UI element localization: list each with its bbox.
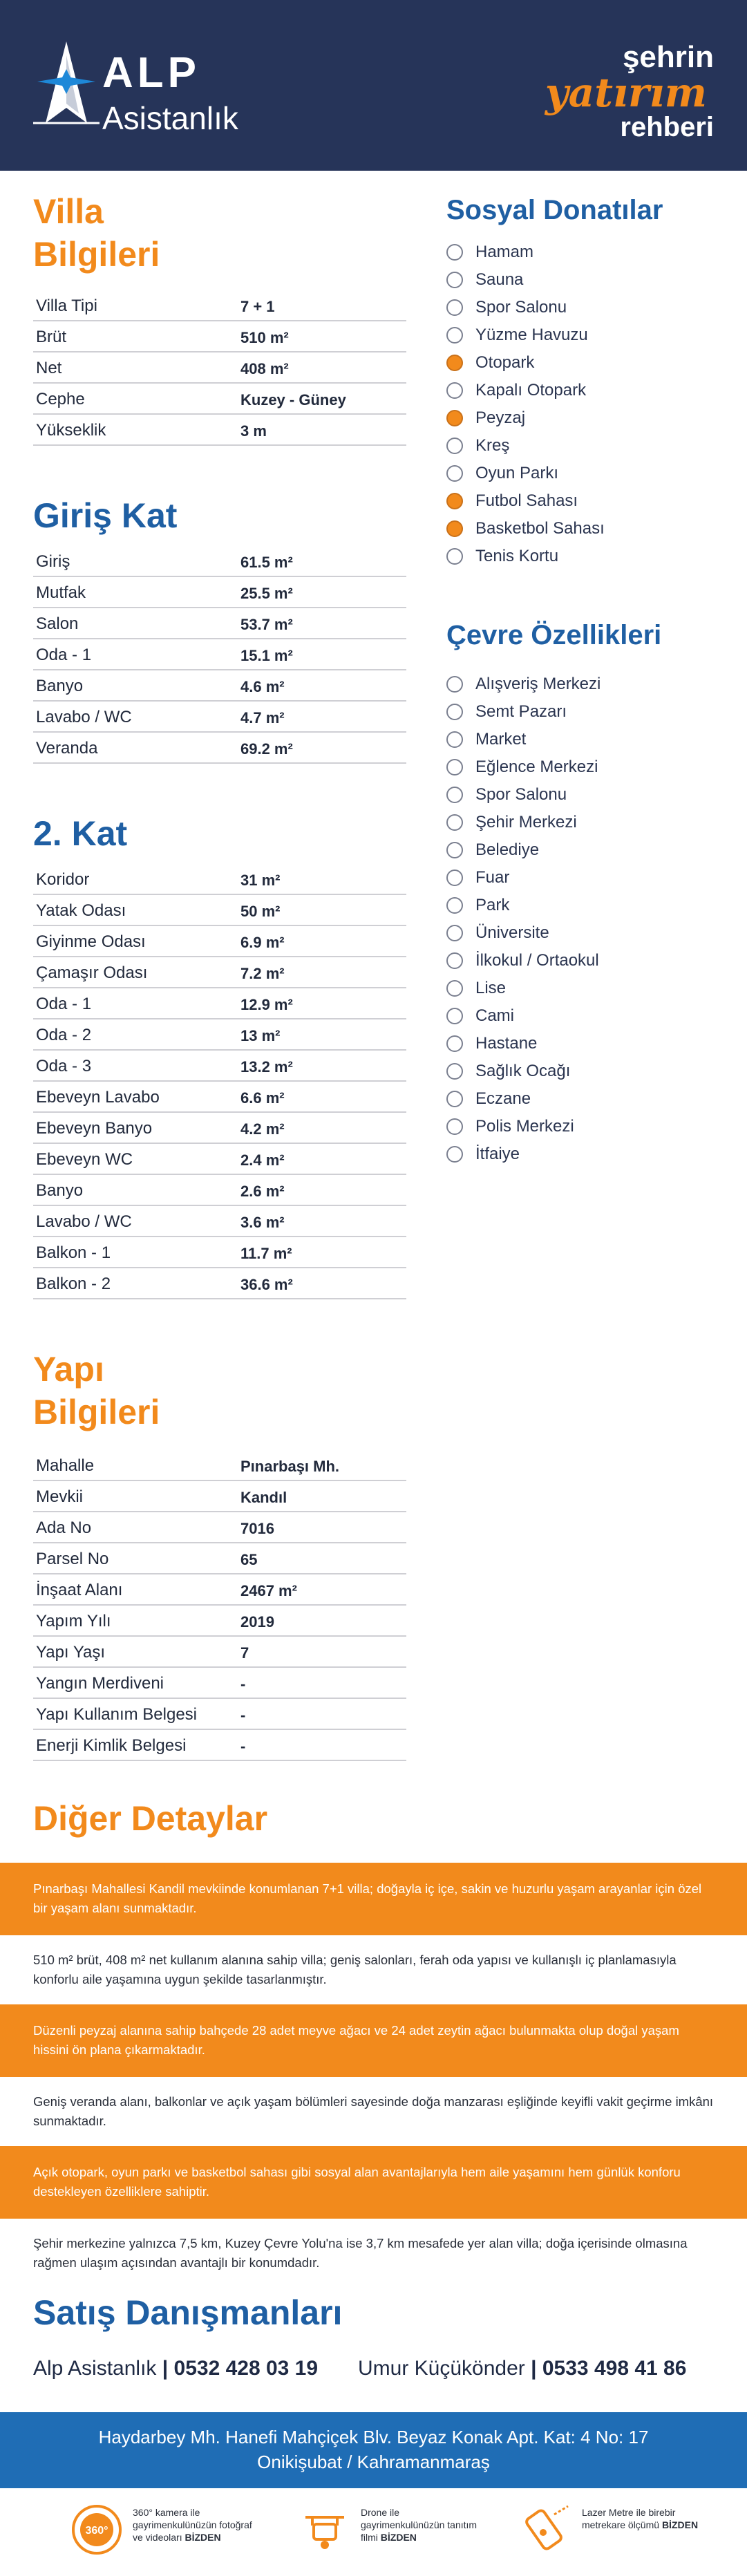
list-item-label: Market [475,730,527,749]
row-label: İnşaat Alanı [36,1581,123,1599]
yapi-title [33,1348,160,1433]
list-item [446,238,723,266]
list-item-label: Lise [475,979,507,997]
empty-circle-icon [446,952,463,969]
list-item-label: Oyun Parkı [475,464,559,482]
table-row [33,384,406,415]
consultant-2-phone[interactable]: 0533 498 41 86 [542,2357,687,2380]
row-label: Enerji Kimlik Belgesi [36,1736,187,1755]
table-row [33,1668,406,1699]
camera-360-label: 360° [85,2525,108,2537]
villa-title [33,190,160,276]
row-label: Ebeveyn Banyo [36,1119,153,1138]
feature-drone-desc: Drone ile gayrimenkulünüzün tanıtım filmi [361,2507,477,2543]
row-label: Brüt [36,328,67,346]
row-label: Parsel No [36,1550,109,1568]
row-value: 53.7 m² [240,616,293,633]
row-value: 31 m² [240,872,281,889]
row-value: 3.6 m² [240,1214,285,1231]
empty-circle-icon [446,1118,463,1135]
row-label: Banyo [36,677,84,695]
list-item-label: İtfaiye [475,1145,520,1163]
empty-circle-icon [446,842,463,858]
row-value: - [240,1675,246,1693]
row-value: 2019 [240,1613,274,1630]
row-label: Yapım Yılı [36,1612,111,1630]
list-item [446,947,723,975]
list-item [446,809,723,836]
table-row [33,1450,406,1481]
row-value: 25.5 m² [240,585,293,602]
table-row [33,1606,406,1637]
consultant-1-name: Alp Asistanlık [33,2357,157,2380]
consultant-2-name: Umur Küçükönder [358,2357,525,2380]
row-label: Lavabo / WC [36,1212,132,1231]
list-item [446,698,723,726]
feature-360-text [133,2506,257,2544]
detail-text-6: Şehir merkezine yalnızca 7,5 km, Kuzey Çevre Yolu'na ise 3,7 km mesafede yer alan villa; doğa içerisinde olmasına rağmen ulaşım açısından avantajlı bir konumdadır. [33,2236,688,2270]
table-row [33,670,406,702]
empty-circle-icon [446,925,463,941]
table-row [33,957,406,988]
empty-circle-icon [446,731,463,748]
slogan-top: şehrin [622,40,714,74]
row-value: 13 m² [240,1027,281,1044]
table-row [33,290,406,321]
table-row [33,577,406,608]
row-label: Mutfak [36,583,86,602]
list-item-label: Üniversite [475,923,549,942]
table-row [33,864,406,895]
table-row [33,702,406,733]
list-item [446,487,723,515]
list-item [446,919,723,947]
row-label: Ebeveyn Lavabo [36,1088,160,1107]
empty-circle-icon [446,787,463,803]
row-value: 36.6 m² [240,1276,293,1293]
table-row [33,1268,406,1299]
villa-table [33,290,406,446]
list-item-label: Kreş [475,436,510,455]
empty-circle-icon [446,548,463,565]
list-item-label: Kapalı Otopark [475,381,587,399]
row-value: 11.7 m² [240,1245,292,1262]
yapi-title-line1: Yapı [33,1350,104,1389]
row-value: 4.6 m² [240,678,285,695]
list-item-label: Hastane [475,1034,538,1053]
table-row [33,895,406,926]
detail-band-3 [0,2004,747,2077]
detail-band-2 [0,1935,747,2004]
row-value: 13.2 m² [240,1058,293,1075]
row-label: Banyo [36,1181,84,1200]
row-label: Mahalle [36,1456,95,1475]
alp-logo[interactable] [33,41,261,138]
feature-drone-bold: BİZDEN [380,2532,417,2543]
table-row [33,415,406,446]
list-item [446,781,723,809]
empty-circle-icon [446,1091,463,1107]
row-value: 61.5 m² [240,554,293,571]
empty-circle-icon [446,1063,463,1080]
row-label: Salon [36,614,79,633]
list-item-label: Hamam [475,243,534,261]
laser-meter-icon [518,2502,574,2557]
row-value: 65 [240,1551,258,1568]
row-label: Cephe [36,390,85,408]
row-value: Kandıl [240,1489,287,1506]
empty-circle-icon [446,299,463,316]
table-row [33,988,406,1019]
list-item [446,864,723,892]
row-label: Oda - 2 [36,1026,92,1044]
detail-band-4 [0,2077,747,2146]
kat2-title: 2. Kat [33,814,128,853]
row-value: Pınarbaşı Mh. [240,1458,340,1475]
separator: | [162,2357,169,2380]
separator: | [531,2357,537,2380]
satis-title: Satış Danışmanları [33,2293,343,2332]
compass-star-icon [33,41,100,131]
table-row [33,321,406,352]
header [0,0,747,171]
row-label: Ebeveyn WC [36,1150,133,1169]
row-label: Giriş [36,552,70,571]
camera-360-icon [69,2502,124,2557]
consultant-1-phone[interactable]: 0532 428 03 19 [173,2357,319,2380]
detail-text-1: Pınarbaşı Mahallesi Kandil mevkiinde konumlanan 7+1 villa; doğayla iç içe, sakin ve huzurlu yaşam arayanlar için özel bir yaşam alanı sunmaktadır. [33,1881,702,1915]
list-item-label: Park [475,896,510,914]
list-item [446,670,723,698]
list-item-label: Fuar [475,868,510,887]
empty-circle-icon [446,1146,463,1163]
slogan-bottom: rehberi [620,112,714,142]
slogan-mid: yatırım [545,69,707,116]
table-row [33,926,406,957]
list-item [446,726,723,753]
list-item [446,836,723,864]
list-item-label: Futbol Sahası [475,491,578,510]
list-item [446,321,723,349]
row-value: 7 + 1 [240,298,275,315]
list-item [446,1057,723,1085]
table-row [33,1175,406,1206]
row-value: 12.9 m² [240,996,293,1013]
diger-title: Diğer Detaylar [33,1799,268,1838]
list-item [446,1140,723,1168]
list-item-label: Alışveriş Merkezi [475,675,601,693]
empty-circle-icon [446,759,463,775]
row-value: 15.1 m² [240,647,293,664]
list-item [446,1002,723,1030]
row-value: 2.6 m² [240,1183,285,1200]
table-row [33,546,406,577]
empty-circle-icon [446,244,463,261]
empty-circle-icon [446,438,463,454]
checked-circle-icon [446,355,463,371]
row-label: Giyinme Odası [36,932,146,951]
row-value: - [240,1707,246,1724]
cevre-list [446,670,723,1168]
row-label: Yapı Kullanım Belgesi [36,1705,198,1724]
brand-main: ALP [102,49,200,97]
address-line-1: Haydarbey Mh. Hanefi Mahçiçek Blv. Beyaz Konak Apt. Kat: 4 No: 17 [98,2427,649,2447]
empty-circle-icon [446,382,463,399]
row-value: 50 m² [240,903,281,920]
list-item [446,349,723,377]
row-value: 69.2 m² [240,740,293,758]
table-row [33,1206,406,1237]
row-value: 7 [240,1644,249,1662]
drone-icon [297,2502,352,2557]
list-item-label: Eczane [475,1089,531,1108]
villa-title-line1: Villa [33,192,104,231]
feature-drone-text [361,2506,485,2544]
checked-circle-icon [446,410,463,426]
table-row [33,1144,406,1175]
row-value: 510 m² [240,329,289,346]
footer [0,2488,747,2576]
list-item-label: Eğlence Merkezi [475,758,598,776]
giris-table [33,546,406,764]
list-item [446,460,723,487]
empty-circle-icon [446,272,463,288]
sosyal-list [446,238,723,570]
feature-laser-desc: Lazer Metre ile birebir metrekare ölçümü [582,2507,676,2530]
yapi-title-line2: Bilgileri [33,1393,160,1431]
giris-title: Giriş Kat [33,496,178,535]
list-item-label: Otopark [475,353,535,372]
row-value: 3 m [240,422,267,440]
table-row [33,1543,406,1574]
row-label: Koridor [36,870,90,889]
sosyal-title: Sosyal Donatılar [446,195,663,225]
list-item [446,1085,723,1113]
list-item [446,1113,723,1140]
table-row [33,352,406,384]
yapi-table [33,1450,406,1761]
table-row [33,1019,406,1051]
row-value: 2.4 m² [240,1151,285,1169]
empty-circle-icon [446,814,463,831]
row-label: Mevkii [36,1487,84,1506]
row-label: Balkon - 1 [36,1243,111,1262]
list-item-label: Peyzaj [475,408,526,427]
feature-360-desc: 360° kamera ile gayrimenkulünüzün fotoğraf ve videoları [133,2507,252,2543]
row-value: 7.2 m² [240,965,285,982]
list-item [446,432,723,460]
row-label: Veranda [36,739,98,758]
table-row [33,1699,406,1730]
list-item-label: Semt Pazarı [475,702,567,721]
row-label: Yükseklik [36,421,106,440]
row-value: 2467 m² [240,1582,297,1599]
table-row [33,1637,406,1668]
address-bar [0,2412,747,2488]
row-value: - [240,1738,246,1755]
detail-text-2: 510 m² brüt, 408 m² net kullanım alanına sahip villa; geniş salonları, ferah oda yapısı ve kullanışlı iç planlamasıyla konforlu aile yaşamına uygun şekilde tasarlanmıştır. [33,1953,677,1986]
detail-band-1 [0,1863,747,1935]
list-item [446,266,723,294]
list-item [446,404,723,432]
list-item [446,1030,723,1057]
row-label: Lavabo / WC [36,708,132,726]
table-row [33,1512,406,1543]
table-row [33,1237,406,1268]
detail-band-5 [0,2146,747,2219]
table-row [33,1730,406,1761]
table-row [33,1481,406,1512]
row-label: Balkon - 2 [36,1275,111,1293]
kat2-table [33,864,406,1299]
list-item [446,377,723,404]
row-label: Yatak Odası [36,901,126,920]
row-value: 4.2 m² [240,1120,285,1138]
list-item-label: Cami [475,1006,515,1025]
list-item [446,975,723,1002]
row-value: 6.6 m² [240,1089,285,1107]
detail-band-6 [0,2219,747,2288]
empty-circle-icon [446,1008,463,1024]
list-item-label: Sağlık Ocağı [475,1062,571,1080]
row-label: Yapı Yaşı [36,1643,106,1662]
table-row [33,1113,406,1144]
row-label: Net [36,359,62,377]
row-value: 4.7 m² [240,709,285,726]
detail-text-3: Düzenli peyzaj alanına sahip bahçede 28 adet meyve ağacı ve 24 adet zeytin ağacı bulunmakta olup doğal yaşam hissini ön plana çıkarmaktadır. [33,2023,679,2057]
list-item-label: Spor Salonu [475,298,567,317]
feature-360-bold: BİZDEN [185,2532,221,2543]
list-item [446,892,723,919]
table-row [33,639,406,670]
consultant-2[interactable] [358,2357,686,2380]
table-row [33,1082,406,1113]
consultant-1[interactable] [33,2357,318,2380]
brand-sub: Asistanlık [102,100,238,136]
list-item [446,294,723,321]
row-label: Ada No [36,1519,92,1537]
row-value: 7016 [240,1520,274,1537]
row-label: Yangın Merdiveni [36,1674,164,1693]
list-item-label: Tenis Kortu [475,547,559,565]
list-item [446,515,723,543]
row-value: 408 m² [240,360,289,377]
list-item-label: Spor Salonu [475,785,567,804]
row-value: Kuzey - Güney [240,391,346,408]
address-line-2: Onikişubat / Kahramanmaraş [257,2452,490,2472]
empty-circle-icon [446,897,463,914]
feature-laser-bold: BİZDEN [661,2519,699,2530]
row-label: Oda - 3 [36,1057,92,1075]
list-item-label: Basketbol Sahası [475,519,605,538]
empty-circle-icon [446,676,463,693]
checked-circle-icon [446,520,463,537]
cevre-title: Çevre Özellikleri [446,620,662,650]
list-item-label: Belediye [475,840,540,859]
list-item [446,753,723,781]
checked-circle-icon [446,493,463,509]
row-label: Villa Tipi [36,297,97,315]
empty-circle-icon [446,869,463,886]
row-value: 6.9 m² [240,934,285,951]
empty-circle-icon [446,465,463,482]
table-row [33,1051,406,1082]
feature-laser-text [582,2506,706,2531]
list-item-label: Yüzme Havuzu [475,326,588,344]
row-label: Oda - 1 [36,646,92,664]
list-item-label: Sauna [475,270,524,289]
row-label: Oda - 1 [36,995,92,1013]
slogan [541,40,714,144]
list-item-label: İlkokul / Ortaokul [475,951,599,970]
table-row [33,608,406,639]
empty-circle-icon [446,1035,463,1052]
list-item-label: Şehir Merkezi [475,813,577,831]
detail-text-4: Geniş veranda alanı, balkonlar ve açık yaşam bölümleri sayesinde doğa manzarası eşliğinde keyifli vakit geçirme imkânı sunmaktadır. [33,2094,714,2128]
row-label: Çamaşır Odası [36,963,148,982]
empty-circle-icon [446,327,463,344]
list-item-label: Polis Merkezi [475,1117,574,1136]
table-row [33,733,406,764]
table-row [33,1574,406,1606]
detail-text-5: Açık otopark, oyun parkı ve basketbol sahası gibi sosyal alan avantajlarıyla hem aile yaşamını hem günlük konforu destekleyen özelliklere sahiptir. [33,2165,681,2199]
empty-circle-icon [446,704,463,720]
empty-circle-icon [446,980,463,997]
list-item [446,543,723,570]
villa-title-line2: Bilgileri [33,235,160,274]
